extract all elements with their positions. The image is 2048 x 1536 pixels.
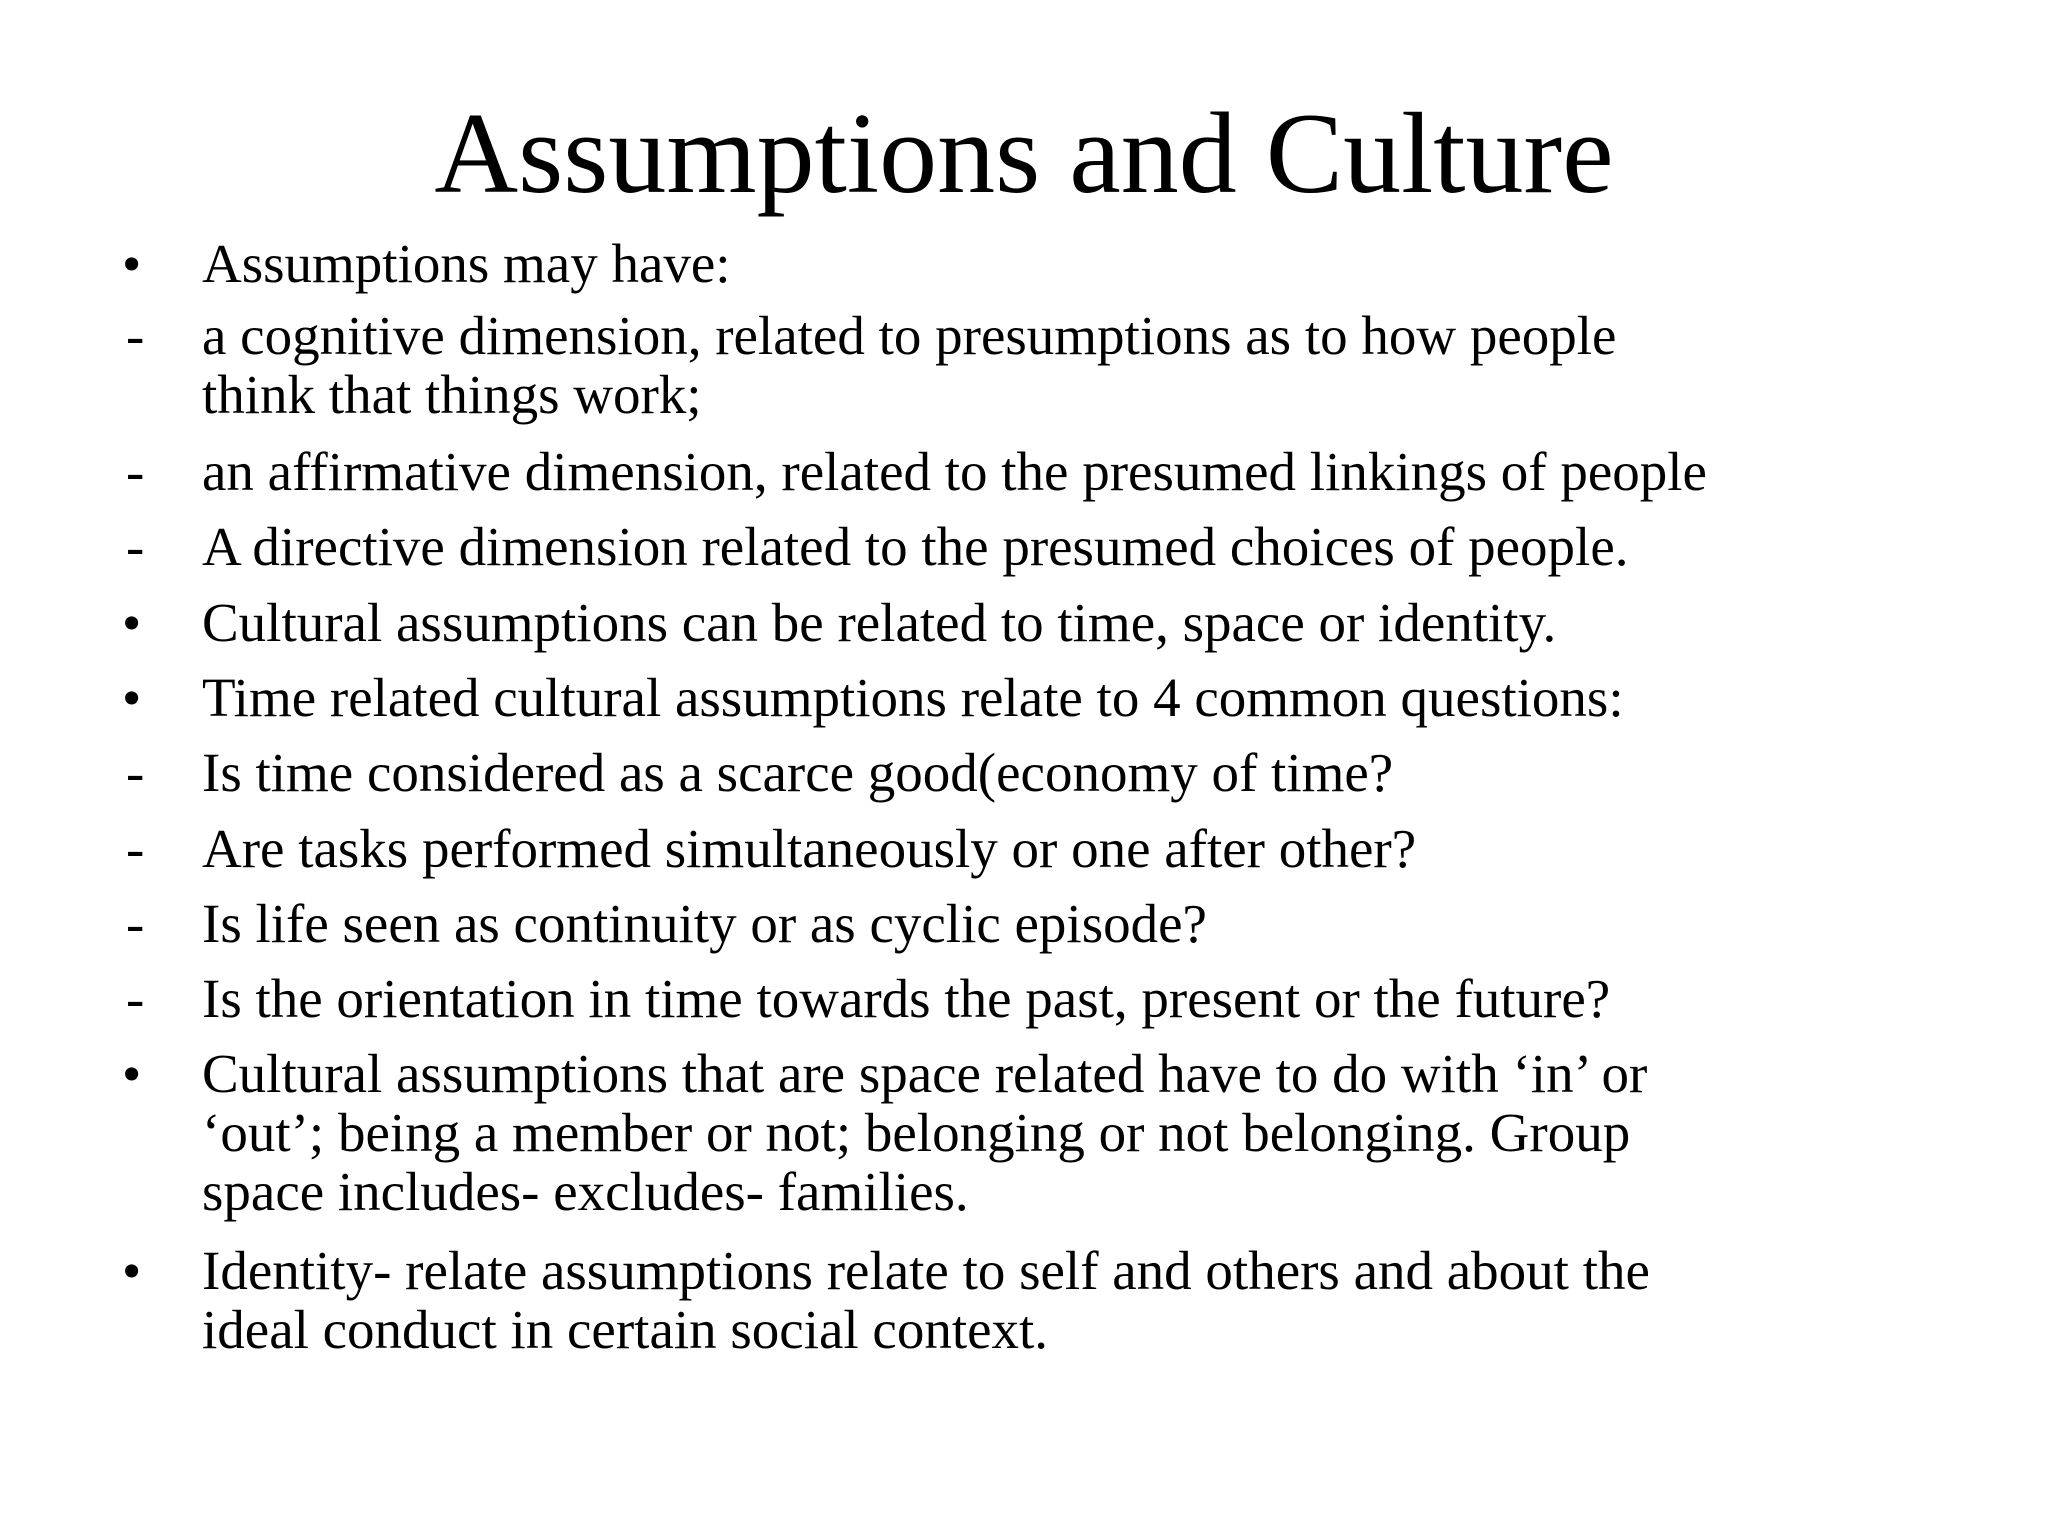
dash-marker: - <box>126 968 145 1029</box>
bullet-marker: • <box>122 667 142 728</box>
list-item-text: Is life seen as continuity or as cyclic episode? <box>202 893 1207 954</box>
list-item-text-continued: ideal conduct in certain social context. <box>202 1299 1049 1360</box>
dash-marker: - <box>126 818 145 879</box>
dash-marker: - <box>126 516 145 577</box>
list-item-text: a cognitive dimension, related to presumptions as to how people <box>202 305 1617 366</box>
list-item-text: Cultural assumptions that are space related have to do with ‘in’ or <box>202 1043 1648 1104</box>
dash-marker: - <box>126 893 145 954</box>
bullet-marker: • <box>122 233 142 294</box>
list-item-text: Are tasks performed simultaneously or one after other? <box>202 818 1417 879</box>
list-item-text: Assumptions may have: <box>202 233 731 294</box>
list-item-text-continued: think that things work; <box>202 364 702 425</box>
list-item-text-continued: space includes- excludes- families. <box>202 1161 969 1222</box>
dash-marker: - <box>126 742 145 803</box>
list-item-text: Identity- relate assumptions relate to self and others and about the <box>202 1240 1650 1301</box>
list-item-text: A directive dimension related to the presumed choices of people. <box>202 516 1629 577</box>
list-item-text-continued: ‘out’; being a member or not; belonging or not belonging. Group <box>202 1102 1631 1163</box>
slide-title: Assumptions and Culture <box>434 90 1614 218</box>
list-item-text: an affirmative dimension, related to the presumed linkings of people <box>202 441 1707 502</box>
list-item-text: Cultural assumptions can be related to time, space or identity. <box>202 592 1557 653</box>
dash-marker: - <box>126 441 145 502</box>
list-item-text: Time related cultural assumptions relate to 4 common questions: <box>202 667 1624 728</box>
bullet-marker: • <box>122 1240 142 1301</box>
dash-marker: - <box>126 305 145 366</box>
list-item-text: Is time considered as a scarce good(economy of time? <box>202 742 1394 803</box>
bullet-marker: • <box>122 1043 142 1104</box>
bullet-marker: • <box>122 592 142 653</box>
list-item-text: Is the orientation in time towards the past, present or the future? <box>202 968 1611 1029</box>
